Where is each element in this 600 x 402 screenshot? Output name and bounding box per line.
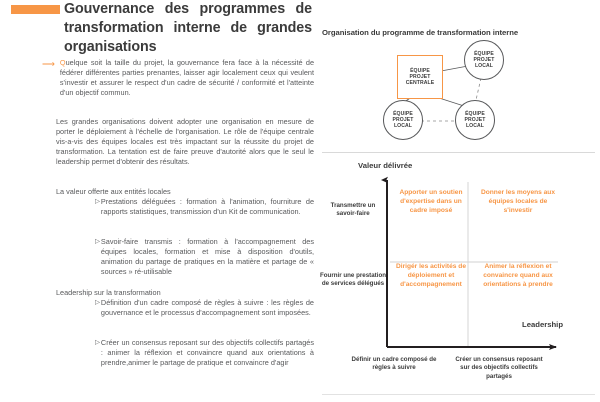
page-title: Gouvernance des programmes de transformation interne de grandes organisations xyxy=(64,1,312,55)
quadrant-top-right: Donner les moyens aux équipes locales de s'investir xyxy=(480,189,556,215)
paragraph-organisations: Les grandes organisations doivent adopter une organisation en mesure de porter le déploiement à l'échelle de l'organisation. Le rôle de l'équipe centrale vis-a-vis des équipes locales est très impactant sur la réussite du projet de transformation. La tentation est de faire preuve d'autorité alors que le seul le leadership permet d'obtenir des résultats. xyxy=(56,117,314,167)
right-figures-column xyxy=(318,0,600,402)
org-diagram xyxy=(318,38,600,143)
list-item xyxy=(95,197,314,217)
y-axis-tick-label-top: Transmettre un savoir-faire xyxy=(330,202,376,218)
org-node-equipe-projet-local-bottom-right xyxy=(455,100,495,140)
arrow-right-icon: ⟶ xyxy=(42,59,55,69)
org-node-label: ÉQUIPE PROJET LOCAL xyxy=(392,110,414,130)
accent-bar xyxy=(11,5,60,14)
y-axis-label: Valeur délivrée xyxy=(358,161,413,170)
org-node-label: ÉQUIPE PROJET LOCAL xyxy=(473,50,495,70)
quadrant-bottom-left: Dirigér les activités de déploiement et d'accompagnement xyxy=(395,263,466,289)
list-item xyxy=(95,298,314,318)
org-diagram-title: Organisation du programme de transformation interne xyxy=(322,28,519,37)
x-axis-tick-label-right: Créer un consensus reposant sur des objectifs collectifs partagés xyxy=(455,356,543,380)
lead-paragraph-text: uelque soit la taille du projet, la gouvernance fera face à la nécessité de fédérer différentes parties prenantes, laisser agir localement ceux qui veulent s'investir et assurer le respect d'un cadre de sécurité / conformité et l'atteinte d'un objectif commun. xyxy=(59,58,314,98)
list-item-text: Définition d'un cadre composé de règles à suivre : les règles de gouvernance et le processus d'accompagnement sont imposées. xyxy=(100,298,314,318)
org-node-equipe-projet-local-top xyxy=(464,40,504,80)
section-heading-valeur: La valeur offerte aux entités locales xyxy=(56,187,171,196)
lead-paragraph xyxy=(60,58,314,98)
x-axis-tick-label-left: Définir un cadre composé de règles à suivre xyxy=(351,356,437,372)
org-node-label: ÉQUIPE PROJET LOCAL xyxy=(464,110,486,130)
triangle-bullet-icon: ▷ xyxy=(95,339,100,346)
quadrant-bottom-right: Animer la réflexion et convaincre quand aux orientations à prendre xyxy=(483,263,553,289)
list-item-text: Savoir-faire transmis : formation à l'accompagnement des équipes locales, formation et mise à disposition d'outils, animation du partage de pratiques en la matière et partage de « sources » ré-utilisable xyxy=(100,237,314,277)
list-item xyxy=(95,338,314,368)
section-heading-leadership: Leadership sur la transformation xyxy=(56,288,161,297)
triangle-bullet-icon: ▷ xyxy=(95,238,100,245)
x-axis-label: Leadership xyxy=(522,320,564,329)
org-node-label: ÉQUIPE PROJET CENTRALE xyxy=(405,67,435,87)
org-node-equipe-projet-centrale xyxy=(397,55,443,99)
quadrant-top-left: Apporter un soutien d'expertise dans un cadre imposé xyxy=(399,189,463,215)
section-divider xyxy=(322,152,595,153)
leadership-value-matrix xyxy=(318,158,600,402)
triangle-bullet-icon: ▷ xyxy=(95,299,100,306)
lead-dropcap: Q xyxy=(59,58,66,67)
org-node-equipe-projet-local-bottom-left xyxy=(383,100,423,140)
list-item xyxy=(95,237,314,277)
footer-divider xyxy=(322,394,595,395)
list-item-text: Prestations déléguées : formation à l'animation, fourniture de rapports statistiques, transmission d'un Kit de communication. xyxy=(100,197,314,217)
lead-paragraph-block xyxy=(42,58,314,98)
list-item-text: Créer un consensus reposant sur des objectifs collectifs partagés : animer la réflexion et convaincre quand aux orientations à prendre,animer le partage de pratique et convaincre d'agir xyxy=(100,338,314,368)
triangle-bullet-icon: ▷ xyxy=(95,198,100,205)
y-axis-tick-label-bottom: Fournir une prestation de services délégués xyxy=(320,272,387,288)
